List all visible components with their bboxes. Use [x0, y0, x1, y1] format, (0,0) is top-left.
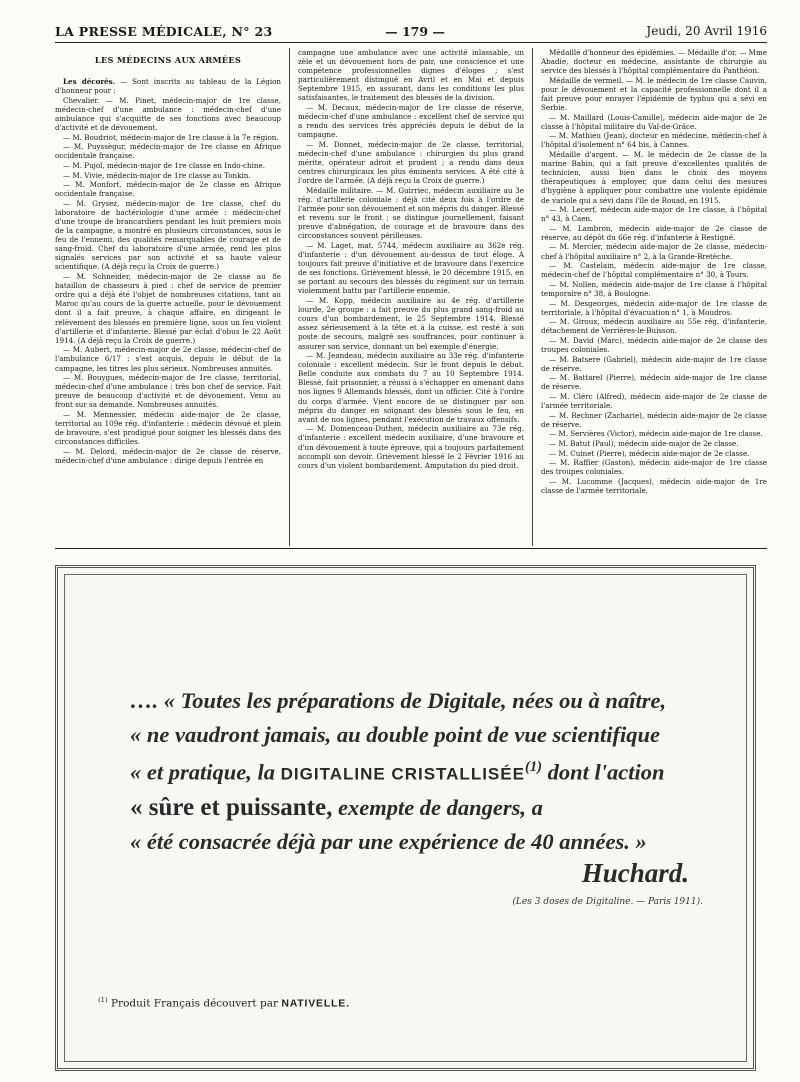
issue-date: Jeudi, 20 Avril 1916 [646, 24, 767, 38]
paragraph: — M. Mennessier, médecin aide-major de 2e classe, territorial au 109e rég. d'infanterie : médecin dévoué et plein de bravoure, s'est prodigué pour soigner les blessés dans des circonstances difficiles. [55, 409, 281, 447]
paragraph: — M. Nollen, médecin aide-major de 1re classe à l'hôpital temporaire n° 38, à Boulogne. [541, 279, 767, 298]
quote-text: exempte de dangers, a [332, 795, 543, 820]
paragraph: — M. Desgeorges, médecin aide-major de 1re classe de territoriale, à l'hôpital d'évacuation n° 1, à Moudros. [541, 298, 767, 317]
product-name: DIGITALINE CRISTALLISÉE [280, 764, 525, 784]
paragraph: — M. Raffier (Gaston), médecin aide-major de 1re classe des troupes coloniales. [541, 458, 767, 477]
paragraph: — M. Monfort, médecin-major de 2e classe en Afrique occidentale française. [55, 180, 281, 199]
paragraph: — M. Vivie, médecin-major de 1re classe au Tonkin. [63, 170, 251, 180]
page-number: — 179 — [385, 24, 445, 39]
paragraph: — M. Giroux, médecin auxiliaire au 55e rég. d'infanterie, détachement de Verrières-le-Buisson. [541, 317, 767, 336]
paragraph: Médaille militaire. — M. Guirriec, médecin auxiliaire au 3e rég. d'artillerie coloniale : déjà cité deux fois à l'ordre de l'armée pour son dévouement et son mépris du danger. Blessé et revenu sur le front ; se distingue journellement, faisant preuve d'abnégation, de courage et de bravoure dans des circonstances souvent périlleuses. [298, 185, 524, 241]
paragraph: Médaille d'honneur des épidémies. — Médaille d'or. — Mme Abadie, docteur en médecine, assistante de chirurgie au service des blessés à l'hôpital complémentaire du Panthéon. [541, 48, 767, 76]
footnote-ref: (1) [524, 759, 542, 775]
column-3 [541, 48, 767, 546]
paragraph: — M. Domenceau-Duthen, médecin auxiliaire au 73e rég. d'infanterie : excellent médecin auxiliaire, d'une bravoure et d'un dévouement à toute épreuve, qui a toujours parfaitement accompli son devoir. Grièvement blessé le 2 Février 1916 au cours d'un violent bombardement. Amputation du pied droit. [298, 424, 524, 470]
column-2 [298, 48, 524, 546]
paragraph: — M. Boudriot, médecin-major de 1re classe à la 7e région. [63, 132, 279, 142]
paragraph: — M. Lecerf, médecin aide-major de 1re classe, à l'hôpital n° 43, à Caen. [541, 205, 767, 224]
article-columns [55, 48, 767, 546]
quote-line: « ne vaudront jamais, au double point de vue scientifique [130, 721, 661, 747]
quote-line [130, 791, 690, 825]
journal-title: LA PRESSE MÉDICALE, N° 23 [55, 24, 273, 39]
column-1 [55, 48, 281, 546]
quote-line: « été consacrée déjà par une expérience de 40 années. » [130, 828, 647, 854]
column-divider [289, 48, 290, 546]
signature: Huchard. [581, 858, 689, 888]
paragraph: — M. Rechner (Zacharie), médecin aide-major de 2e classe de réserve. [541, 410, 767, 429]
paragraph: — M. Battarel (Pierre), médecin aide-major de 1re classe de réserve. [541, 373, 767, 392]
lead-paragraph [55, 77, 281, 95]
footnote-text: Produit Français découvert par [107, 997, 282, 1010]
paragraph: — M. Jeandeau, médecin auxiliaire au 33e rég. d'infanterie coloniale : excellent médecin. Sur le front depuis le début. Belle conduite aux combats du 7 au 10 Septembre 1914. Blessé, fait prisonnier, a réussi à s'échapper en amenant dans nos lignes 9 Allemands blessés, dont un officier. Cité à l'ordre du corps d'armée. Vient encore de se distinguer par son mépris du danger en soignant des blessés sous le feu, en avant de nos lignes, pendant l'exécution de travaux offensifs. [298, 351, 524, 424]
quote-text: dont l'action [542, 759, 665, 785]
paragraph: — M. Aubert, médecin-major de 2e classe, médecin-chef de l'ambulance 6/17 : s'est acquis, depuis le début de la campagne, les titres les plus sérieux. Nombreuses annuités. [55, 345, 281, 373]
header-rule [55, 42, 767, 43]
lead-bold: Les décorés. [63, 77, 116, 87]
quote-line [130, 751, 690, 791]
signature-source: (Les 3 doses de Digitaline. — Paris 1911). [512, 897, 703, 907]
lead-text: — Sont inscrits au tableau de la Légion d'honneur pour : [55, 77, 281, 96]
section-title: LES MÉDECINS AUX ARMÉES [94, 55, 242, 65]
advertisement-footnote [98, 996, 350, 1010]
paragraph: — M. Laget, mat. 5744, médecin auxiliaire au 362e rég. d'infanterie : d'un dévouement au-dessus de tout éloge. A toujours fait preuve d'initiative et de bravoure dans l'exercice de ses fonctions. Grièvement blessé, le 20 décembre 1915, en se portant au secours des blessés du régiment sur un terrain violemment battu par l'artillerie ennemie. [298, 240, 524, 296]
quote-line: …. « Toutes les préparations de Digitale, nées ou à naître, [130, 688, 667, 713]
digitaline-advertisement [55, 565, 756, 1071]
column-divider [532, 48, 533, 546]
paragraph: — M. Pujol, médecin-major de 1re classe en Indo-chine. [63, 160, 265, 170]
paragraph: — M. Lambron, médecin aide-major de 2e classe de réserve, au dépôt du 66e rég. d'infanterie à Restigné. [541, 223, 767, 242]
paragraph: — M. Puyssègur, médecin-major de 1re classe en Afrique occidentale française. [55, 142, 281, 161]
columns-bottom-rule [55, 548, 767, 549]
paragraph: — M. Batut (Paul), médecin aide-major de 2e classe. [549, 438, 739, 448]
paragraph: — M. Maillard (Louis-Camille), médecin aide-major de 2e classe à l'hôpital militaire du Val-de-Grâce. [541, 112, 767, 131]
quote-text: « et pratique, la [130, 759, 281, 785]
paragraph: — M. Clerc (Alfred), médecin aide-major de 2e classe de l'armée territoriale. [541, 391, 767, 411]
paragraph: — M. Grysez, médecin-major de 1re classe, chef du laboratoire de bactériologie d'une armée : médecin-chef d'une troupe de brancardiers pendant les huit premiers mois de la campagne, a montré en plusieurs circonstances, sous le feu de l'ennemi, des qualités remarquables de courage et de sang-froid. Chef du laboratoire d'une armée, rend les plus signalés services par son activité et sa haute valeur scientifique. (A déjà reçu la Croix de guerre.) [55, 198, 281, 272]
paragraph: — M. Delord, médecin-major de 2e classe de réserve, médecin-chef d'une ambulance : dirige depuis l'entrée en [55, 446, 281, 465]
paragraph: — M. Mathieu (Jean), docteur en médecine, médecin-chef à l'hôpital d'isolement n° 64 bis, à Cannes. [541, 131, 767, 150]
paragraph: — M. David (Marc), médecin aide-major de 2e classe des troupes coloniales. [541, 335, 767, 354]
footnote-mark: (1) [98, 996, 108, 1004]
advertisement-quote [130, 684, 690, 858]
paragraph: — M. Castelain, médecin aide-major de 1re classe, médecin-chef de l'hôpital complémentaire n° 30, à Tours. [541, 261, 767, 280]
paragraph: campagne une ambulance avec une activité inlassable, un zèle et un dévouement hors de pair, une conscience et une compétence professionnelles dignes d'éloges ; s'est particulièrement distingué en Avril et en Mai et depuis Septembre 1915, en assurant, dans les conditions les plus satisfaisantes, le traitement des blessés de la division. [298, 48, 524, 103]
paragraph: — M. Bouygues, médecin-major de 1re classe, territorial, médecin-chef d'une ambulance : très bon chef de service. Fait preuve de beaucoup d'activité et de dévouement. Venu au front sur sa demande. Nombreuses annuités. [55, 373, 281, 410]
paragraph: — M. Mercier, médecin aide-major de 2e classe, médecin-chef à l'hôpital auxiliaire n° 2, à la Grande-Bretèche. [541, 242, 767, 261]
paragraph: — M. Batsere (Gabriel), médecin aide-major de 1re classe de réserve. [541, 354, 767, 373]
page-header [55, 24, 767, 42]
paragraph: Médaille d'argent. — M. le médecin de 2e classe de la marine Babin, qui a fait preuve d'excellentes qualités de technicien, aussi bien dans le choix des moyens thérapeutiques à employer, que dans celui des mesures d'hygiène à appliquer pour combattre une violente épidémie de variole qui a sévi dans l'île de Rouad, en 1915. [541, 150, 767, 205]
paragraph: — M. Donnet, médecin-major de 2e classe, territorial, médecin-chef d'une ambulance : chirurgien du plus grand mérite, opérateur adroit et prudent ; a rendu dans deux centres chirurgicaux les plus éminents services. A été cité à l'ordre de l'armée. (A déjà reçu la Croix de guerre.) [298, 139, 524, 186]
paragraph: — M. Servières (Victor), médecin aide-major de 1re classe. [549, 429, 763, 439]
paragraph: Médaille de vermeil. — M. le médecin de 1re classe Cauvin, pour le dévouement et la capacité professionnelle dont il a fait preuve pour enrayer l'épidémie de typhus qui a sévi en Serbie. [541, 75, 767, 113]
quote-emphasis: « sûre et puissante, [130, 794, 333, 821]
paragraph: — M. Kopp, médecin auxiliaire au 4e rég. d'artillerie lourde, 2e groupe : a fait preuve du plus grand sang-froid au cours d'un bombardement, le 25 Septembre 1914. Blessé assez sérieusement à la tête et à la cuisse, est resté à son poste de secours, malgré ses souffrances, pour continuer à assurer son service, donnant un bel exemple d'énergie. [298, 296, 524, 351]
paragraph: — M. Cuinet (Pierre), médecin aide-major de 2e classe. [549, 448, 750, 458]
paragraph: Chevalier. — M. Pinet, médecin-major de 1re classe, médecin-chef d'une ambulance : médecin-chef d'une ambulance qui s'acquitte de ses fonctions avec beaucoup d'activité et de dévouement. [55, 95, 281, 133]
paragraph: — M. Schneider, médecin-major de 2e classe au 8e bataillon de chasseurs à pied : chef de service de premier ordre qui a déjà été l'objet de nombreuses citations, tant au Maroc qu'au cours de la guerre actuelle, pour le dévouement dont il a fait preuve, à chaque affaire, en dirigeant le relèvement des blessés en première ligne, sous un feu violent d'artillerie et d'infanterie. Blessé par éclat d'obus le 22 Août 1914. (A déjà reçu la Croix de guerre.) [55, 272, 281, 345]
manufacturer-name: NATIVELLE. [281, 997, 350, 1010]
paragraph: — M. Decaux, médecin-major de 1re classe de réserve, médecin-chef d'une ambulance : excellent chef de service qui a rendu des services très appréciés depuis le début de la campagne. [298, 103, 524, 140]
paragraph: — M. Lucomme (Jacques), médecin aide-major de 1re classe de l'armée territoriale. [541, 476, 767, 495]
